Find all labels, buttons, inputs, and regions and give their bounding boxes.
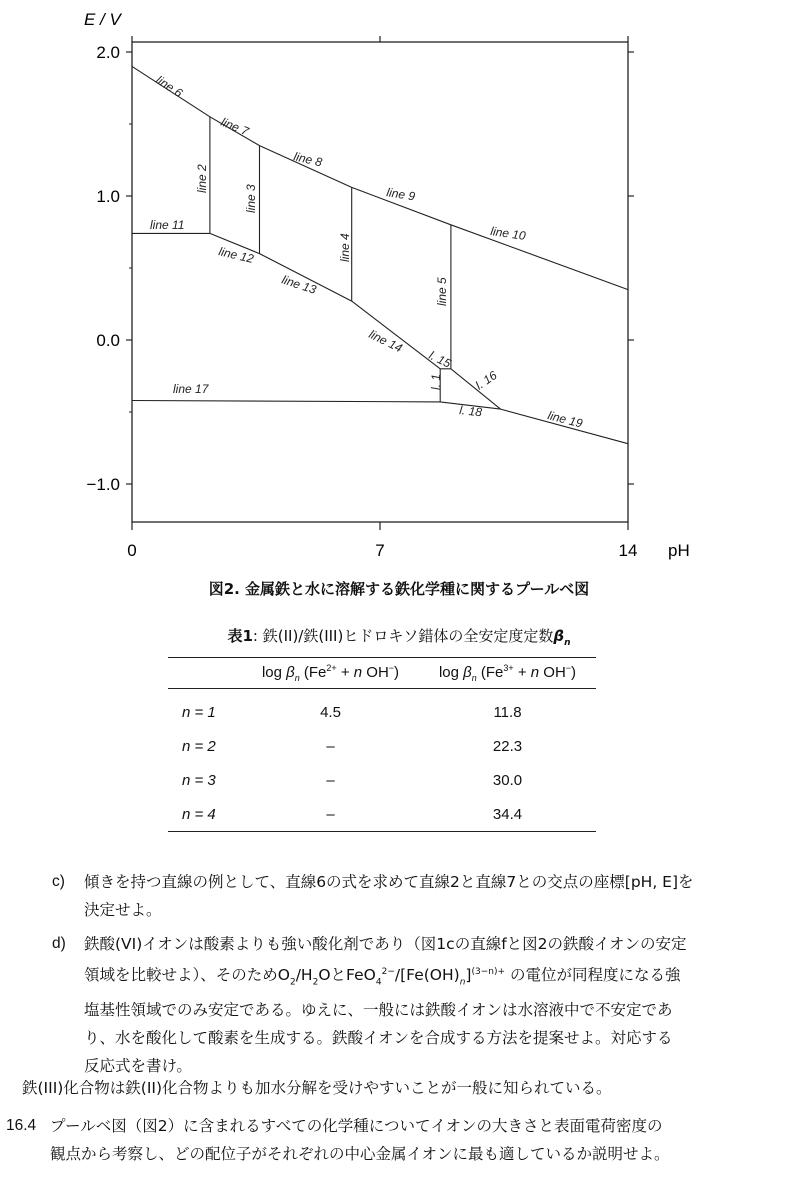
line-label: line 5 — [435, 277, 449, 306]
row-fe3: 34.4 — [419, 797, 596, 832]
question-d-line: 鉄酸(VI)イオンは酸素よりも強い酸化剤であり（図1cの直線fと図2の鉄酸イオンの安定 — [84, 935, 687, 953]
row-fe2: – — [326, 771, 335, 789]
line-label: line 2 — [195, 164, 209, 193]
question-c — [52, 868, 792, 928]
table-caption-text: : 鉄(II)/鉄(III)ヒドロキソ錯体の全安定度定数 — [252, 627, 554, 645]
question-d-line: 反応式を書け。 — [84, 1057, 192, 1076]
table-header-fe3: $\log \beta_n$ ($Fe^{3+} + n$ OH−) — [419, 658, 596, 689]
row-fe3: 11.8 — [493, 703, 522, 721]
table-row — [168, 763, 596, 797]
row-fe2: – — [242, 797, 419, 832]
question-c-label: c) — [52, 873, 65, 890]
question-c-line: 決定せよ。 — [84, 901, 162, 919]
stability-constant-table — [168, 657, 596, 832]
question-c-line: 傾きを持つ直線の例として、直線6の式を求めて直線2と直線7との交点の座標[pH, E]を — [84, 873, 694, 891]
x-tick-label: 0 — [127, 541, 137, 560]
line-label: line 4 — [338, 233, 352, 262]
y-tick-label: −1.0 — [86, 475, 120, 494]
line-label: line 13 — [280, 272, 319, 297]
line-label: line 17 — [173, 382, 209, 396]
boundary-line-17 — [132, 401, 440, 402]
line-label: line 6 — [153, 72, 186, 101]
figure-caption: 図2. 金属鉄と水に溶解する鉄化学種に関するプールベ図 — [208, 580, 590, 598]
line-label: line 12 — [217, 244, 255, 266]
table-row — [168, 797, 596, 832]
question-d — [52, 930, 792, 1076]
row-n: n = 2 — [182, 737, 216, 755]
pourbaix-diagram — [0, 0, 798, 575]
table-header-fe2: $\log \beta_n$ ($Fe^{2+} + n$ OH−) — [242, 658, 419, 689]
question-16-4 — [6, 1112, 792, 1172]
statement-text: 鉄(III)化合物は鉄(II)化合物よりも加水分解を受けやすいことが一般に知られている。 — [22, 1079, 612, 1097]
row-fe2: 4.5 — [320, 703, 341, 721]
question-16-4-label: 16.4 — [6, 1117, 37, 1134]
question-d-line: 塩基性領域でのみ安定である。ゆえに、一般には鉄酸イオンは水溶液中で不安定であ — [84, 1001, 673, 1020]
question-d-label: d) — [52, 935, 66, 952]
x-tick-label: 14 — [618, 541, 638, 560]
table-caption — [0, 625, 798, 648]
x-axis-label: pH — [668, 541, 690, 560]
line-label: line 10 — [489, 224, 527, 243]
y-axis-label: E / V — [84, 10, 121, 29]
line-label: line 7 — [218, 114, 251, 139]
y-tick-label: 2.0 — [96, 43, 120, 62]
row-n: n = 4 — [168, 797, 242, 832]
row-n: n = 3 — [182, 771, 216, 789]
table-row — [168, 689, 596, 730]
question-d-line: り、水を酸化して酸素を生成する。鉄酸イオンを合成する方法を提案せよ。対応する — [84, 1029, 673, 1048]
table-caption-sub: n — [564, 638, 571, 648]
line-label: l. 18 — [458, 403, 483, 420]
table-header-row — [168, 658, 596, 689]
row-fe3: 22.3 — [492, 737, 523, 755]
x-tick-label: 7 — [375, 541, 385, 560]
line-label: line 9 — [385, 185, 417, 204]
row-fe2: – — [326, 737, 335, 755]
line-label: l. 1 — [429, 373, 443, 390]
table-header-empty — [168, 658, 242, 689]
table-caption-symbol: β — [553, 627, 565, 645]
y-tick-label: 1.0 — [96, 187, 120, 206]
question-16-4-line: プールベ図（図2）に含まれるすべての化学種についてイオンの大きさと表面電荷密度の — [50, 1117, 663, 1135]
boundary-line-10 — [451, 225, 628, 290]
line-label: l. 15 — [426, 348, 454, 371]
table-row — [168, 729, 596, 763]
line-label: line 14 — [366, 327, 405, 356]
line-label: line 19 — [546, 408, 584, 431]
line-labels — [150, 73, 584, 431]
axis-ticks — [86, 36, 637, 560]
question-16-4-line: 観点から考察し、どの配位子がそれぞれの中心金属イオンに最も適しているか説明せよ。 — [50, 1145, 670, 1163]
table-caption-label: 表1 — [227, 627, 253, 645]
question-d-line: 領域を比較せよ）、そのため$O_2/H_2O$と$FeO_4^{2-}/[Fe(OH)_n]^{(3-n)+}$ の電位が同程度になる強 — [84, 966, 681, 988]
line-label: line 11 — [150, 218, 185, 232]
line-label: line 3 — [244, 184, 258, 213]
y-tick-label: 0.0 — [96, 331, 120, 350]
row-fe3: 30.0 — [492, 771, 523, 789]
line-label: l. 16 — [472, 368, 500, 393]
row-n: n = 1 — [182, 703, 216, 721]
statement — [22, 1074, 792, 1102]
line-label: line 8 — [292, 149, 324, 170]
